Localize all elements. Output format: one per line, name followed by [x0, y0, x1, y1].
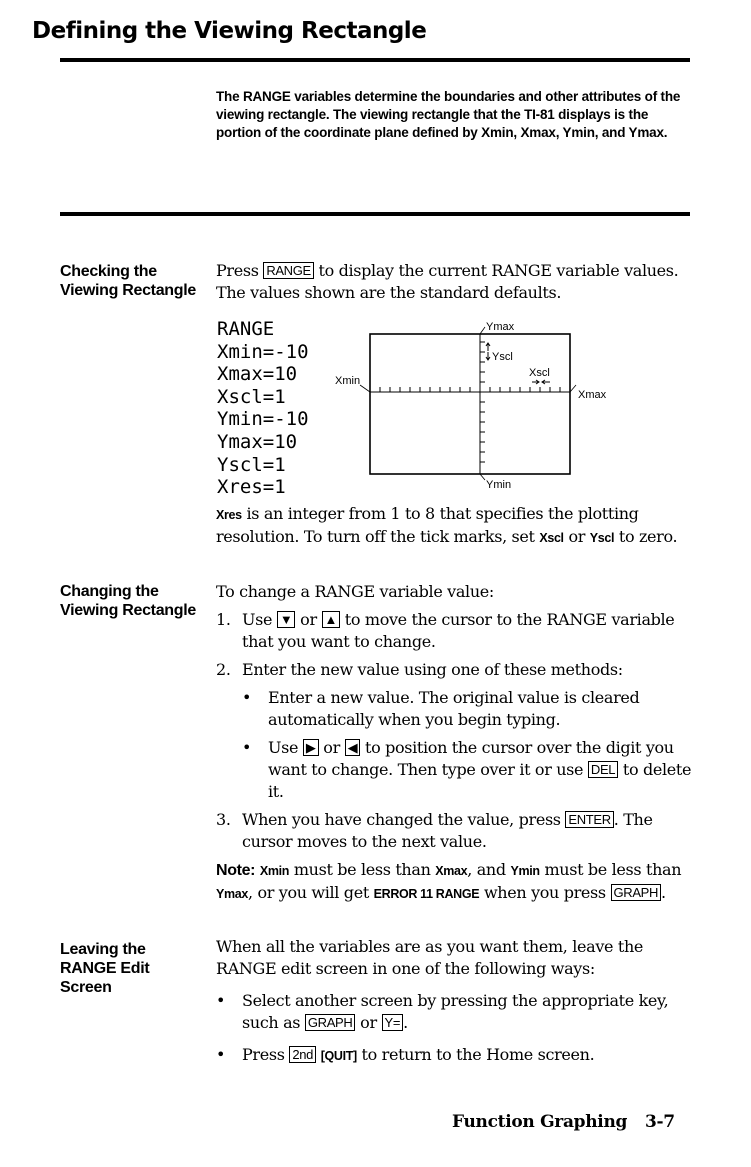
leaving-lead: When all the variables are as you want them, leave the RANGE edit screen in one of the following ways: [216, 937, 644, 978]
range-screen [217, 318, 309, 499]
screen-line: Xscl=1 [217, 385, 286, 408]
label-xmin: Xmin [335, 375, 361, 387]
label-ymax: Ymax [486, 321, 515, 333]
checking-paragraph: Press RANGE to display the current RANGE variable values. The values shown are the standard defaults. [216, 261, 679, 302]
graph-key: GRAPH [305, 1014, 355, 1031]
viewing-frame [370, 334, 570, 474]
label-xscl: Xscl [529, 367, 550, 379]
step-2: 2. Enter the new value using one of these methods: [216, 660, 623, 679]
x-ticks [380, 387, 560, 392]
intro-paragraph: The RANGE variables determine the boundaries and other attributes of the viewing rectangle. The viewing rectangle that the TI-81 displays is the portion of the coordinate plane defined by Xmin, Xmax, Ymin, and Ymax. [216, 89, 681, 140]
bullet-quit: • Press 2nd [QUIT] to return to the Home screen. [216, 1045, 595, 1064]
section-rule [60, 212, 690, 216]
right-arrow-key: ▶ [303, 739, 319, 756]
leaving-list [216, 936, 696, 1067]
left-arrow-key: ◀ [345, 739, 361, 756]
ymin-leader [480, 474, 485, 480]
changing-lead: To change a RANGE variable value: [216, 582, 494, 601]
xscl-arrow-left [542, 380, 550, 384]
note: Note: Xmin must be less than Xmax, and Ymin must be less than Ymax, or you will get ERROR 11 RANGE when you press GRAPH . [216, 860, 682, 902]
screen-line: Xmax=10 [217, 363, 298, 386]
xmax-leader [570, 385, 576, 392]
label-xmax: Xmax [578, 389, 607, 401]
screen-line: Yscl=1 [217, 453, 286, 476]
bullet-edit-digit: • Use ▶ or ◀ to position the cursor over the digit you want to change. Then type over it or use DEL to delete it. [242, 738, 692, 801]
yscl-arrow-up [486, 343, 490, 351]
screen-line: Ymin=-10 [217, 408, 309, 431]
graph-key: GRAPH [611, 884, 661, 901]
up-arrow-key: ▲ [322, 611, 341, 628]
range-key: RANGE [263, 262, 313, 279]
y-ticks [480, 342, 485, 462]
screen-line: RANGE [217, 318, 275, 340]
changing-list [216, 581, 696, 905]
y-equals-key: Y= [382, 1014, 404, 1031]
enter-key: ENTER [565, 811, 613, 828]
viewing-rectangle-diagram [330, 312, 630, 492]
xscl-arrow-right [532, 380, 539, 384]
footer-section: Function Graphing [452, 1112, 628, 1132]
down-arrow-key: ▼ [277, 611, 296, 628]
footer-page-number: 3-7 [645, 1112, 675, 1132]
label-ymin: Ymin [486, 479, 512, 491]
heading-changing: Changing the Viewing Rectangle [60, 583, 196, 619]
xres-paragraph: Xres is an integer from 1 to 8 that specifies the plotting resolution. To turn off the tick marks, set Xscl or Yscl to zero. [216, 504, 678, 546]
screen-line: Ymax=10 [217, 430, 298, 453]
bullet-enter-new: • Enter a new value. The original value is cleared automatically when you begin typing. [242, 688, 640, 729]
step-1: 1. Use ▼ or ▲ to move the cursor to the RANGE variable that you want to change. [216, 610, 675, 651]
page-title: Defining the Viewing Rectangle [32, 18, 427, 44]
heading-leaving: Leaving the RANGE Edit Screen [60, 941, 150, 996]
second-key: 2nd [289, 1046, 316, 1063]
top-rule [60, 58, 690, 62]
heading-checking: Checking the Viewing Rectangle [60, 263, 196, 299]
label-yscl: Yscl [492, 351, 513, 363]
yscl-arrow-down [486, 352, 490, 360]
del-key: DEL [588, 761, 618, 778]
bullet-other-screen: • Select another screen by pressing the appropriate key, such as GRAPH or Y= . [216, 991, 669, 1032]
screen-line: Xres=1 [217, 476, 286, 499]
xmin-leader [360, 385, 370, 392]
step-3: 3. When you have changed the value, press ENTER . The cursor moves to the next value. [216, 810, 653, 851]
screen-line: Xmin=-10 [217, 340, 309, 363]
ymax-leader [480, 327, 485, 334]
